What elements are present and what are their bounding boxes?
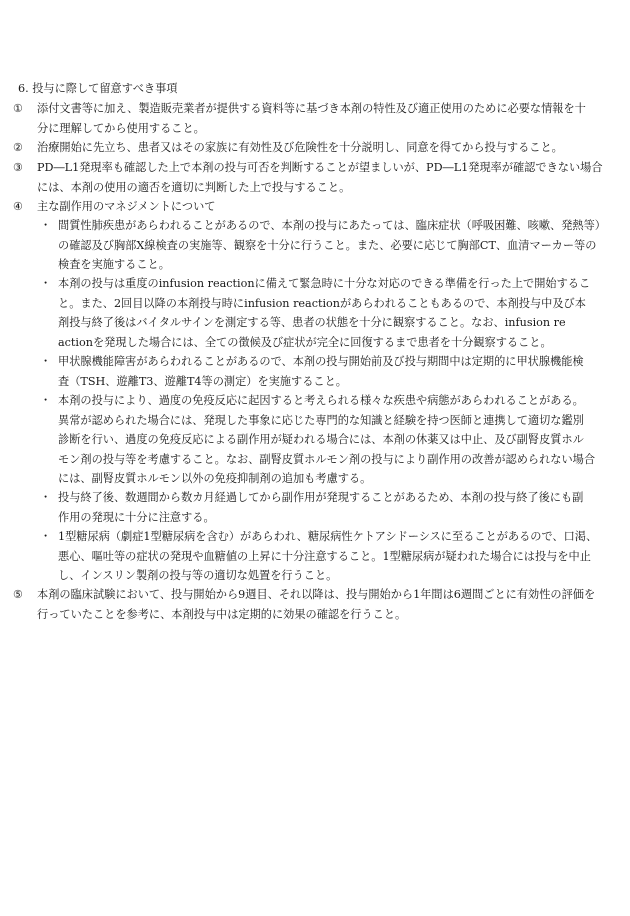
- bullet-mark: ・: [40, 277, 52, 290]
- text-line: し、インスリン製剤の投与等の適切な処置を行うこと。: [58, 569, 338, 583]
- bullet-mark: ・: [40, 530, 52, 543]
- bullet-text: [58, 488, 623, 527]
- text-line: 検査を実施すること。: [58, 258, 170, 272]
- text-line: actionを発現した場合には、全ての徴候及び症状が完全に回復するまで患者を十分観察すること。: [58, 335, 552, 349]
- bullet-text: [58, 216, 623, 275]
- text-line: 本剤の投与により、過度の免疫反応に起因すると考えられる様々な疾患や病態があらわれることがある。: [58, 394, 584, 407]
- item-number: ②: [13, 141, 24, 154]
- text-line: 行っていたことを参考に、本剤投与中は定期的に効果の確認を行うこと。: [37, 607, 407, 621]
- bullet-mark: ・: [40, 355, 52, 368]
- item-text: [37, 138, 617, 158]
- item-number: ④: [13, 200, 24, 213]
- text-line: 主な副作用のマネジメントについて: [37, 200, 216, 213]
- item-text: [37, 197, 617, 217]
- text-line: 分に理解してから使用すること。: [37, 121, 205, 135]
- text-line: 作用の発現に十分に注意する。: [58, 510, 215, 524]
- text-line: の確認及び胸部X線検査の実施等、観察を十分に行うこと。また、必要に応じて胸部CT、血清マーカー等の: [58, 238, 597, 252]
- text-line: 査（TSH、遊離T3、遊離T4等の測定）を実施すること。: [58, 374, 347, 388]
- text-line: 治療開始に先立ち、患者又はその家族に有効性及び危険性を十分説明し、同意を得てから投与すること。: [37, 141, 563, 154]
- text-line: 診断を行い、過度の免疫反応による副作用が疑われる場合には、本剤の休薬又は中止、及び副腎皮質ホル: [58, 433, 584, 447]
- item-number: ③: [13, 161, 24, 174]
- text-line: 悪心、嘔吐等の症状の発現や血糖値の上昇に十分注意すること。1型糖尿病が疑われた場合には投与を中止: [58, 549, 591, 563]
- section-heading: 6. 投与に際して留意すべき事項: [18, 82, 178, 95]
- text-line: 投与終了後、数週間から数カ月経過してから副作用が発現することがあるため、本剤の投与終了後にも副: [58, 491, 584, 504]
- bullet-mark: ・: [40, 491, 52, 504]
- item-text: [37, 99, 617, 138]
- text-line: PD―L1発現率も確認した上で本剤の投与可否を判断することが望ましいが、PD―L1発現率が確認できない場合: [37, 161, 603, 174]
- text-line: 甲状腺機能障害があらわれることがあるので、本剤の投与開始前及び投与期間中は定期的に甲状腺機能検: [58, 355, 584, 368]
- text-line: と。また、2回目以降の本剤投与時にinfusion reactionがあらわれることもあるので、本剤投与中及び本: [58, 296, 586, 310]
- text-line: 本剤の投与は重度のinfusion reactionに備えて緊急時に十分な対応のできる準備を行った上で開始するこ: [58, 277, 591, 290]
- text-line: モン剤の投与等を考慮すること。なお、副腎皮質ホルモン剤の投与により副作用の改善が認められない場合: [58, 452, 596, 466]
- item-text: [37, 585, 617, 624]
- text-line: 異常が認められた場合には、発現した事象に応じた専門的な知識と経験を持つ医師と連携して適切な鑑別: [58, 413, 584, 427]
- bullet-text: [58, 352, 623, 391]
- text-line: 添付文書等に加え、製造販売業者が提供する資料等に基づき本剤の特性及び適正使用のために必要な情報を十: [37, 102, 586, 115]
- bullet-text: [58, 274, 623, 352]
- text-line: 剤投与終了後はバイタルサインを測定する等、患者の状態を十分に観察すること。なお、infusion re: [58, 316, 566, 330]
- text-line: 本剤の臨床試験において、投与開始から9週目、それ以降は、投与開始から1年間は6週間ごとに有効性の評価を: [37, 588, 596, 601]
- text-line: 1型糖尿病（劇症1型糖尿病を含む）があらわれ、糖尿病性ケトアシドーシスに至ることがあるので、口渇、: [58, 530, 598, 543]
- bullet-mark: ・: [40, 394, 52, 407]
- text-line: には、本剤の使用の適否を適切に判断した上で投与すること。: [37, 180, 351, 194]
- item-text: [37, 158, 617, 197]
- bullet-mark: ・: [40, 219, 52, 232]
- text-line: 間質性肺疾患があらわれることがあるので、本剤の投与にあたっては、臨床症状（呼吸困難、咳嗽、発熱等）: [58, 219, 606, 232]
- bullet-text: [58, 391, 623, 489]
- text-line: には、副腎皮質ホルモン以外の免疫抑制剤の追加も考慮する。: [58, 472, 372, 486]
- bullet-text: [58, 527, 623, 586]
- item-number: ⑤: [13, 588, 24, 601]
- item-number: ①: [13, 102, 24, 115]
